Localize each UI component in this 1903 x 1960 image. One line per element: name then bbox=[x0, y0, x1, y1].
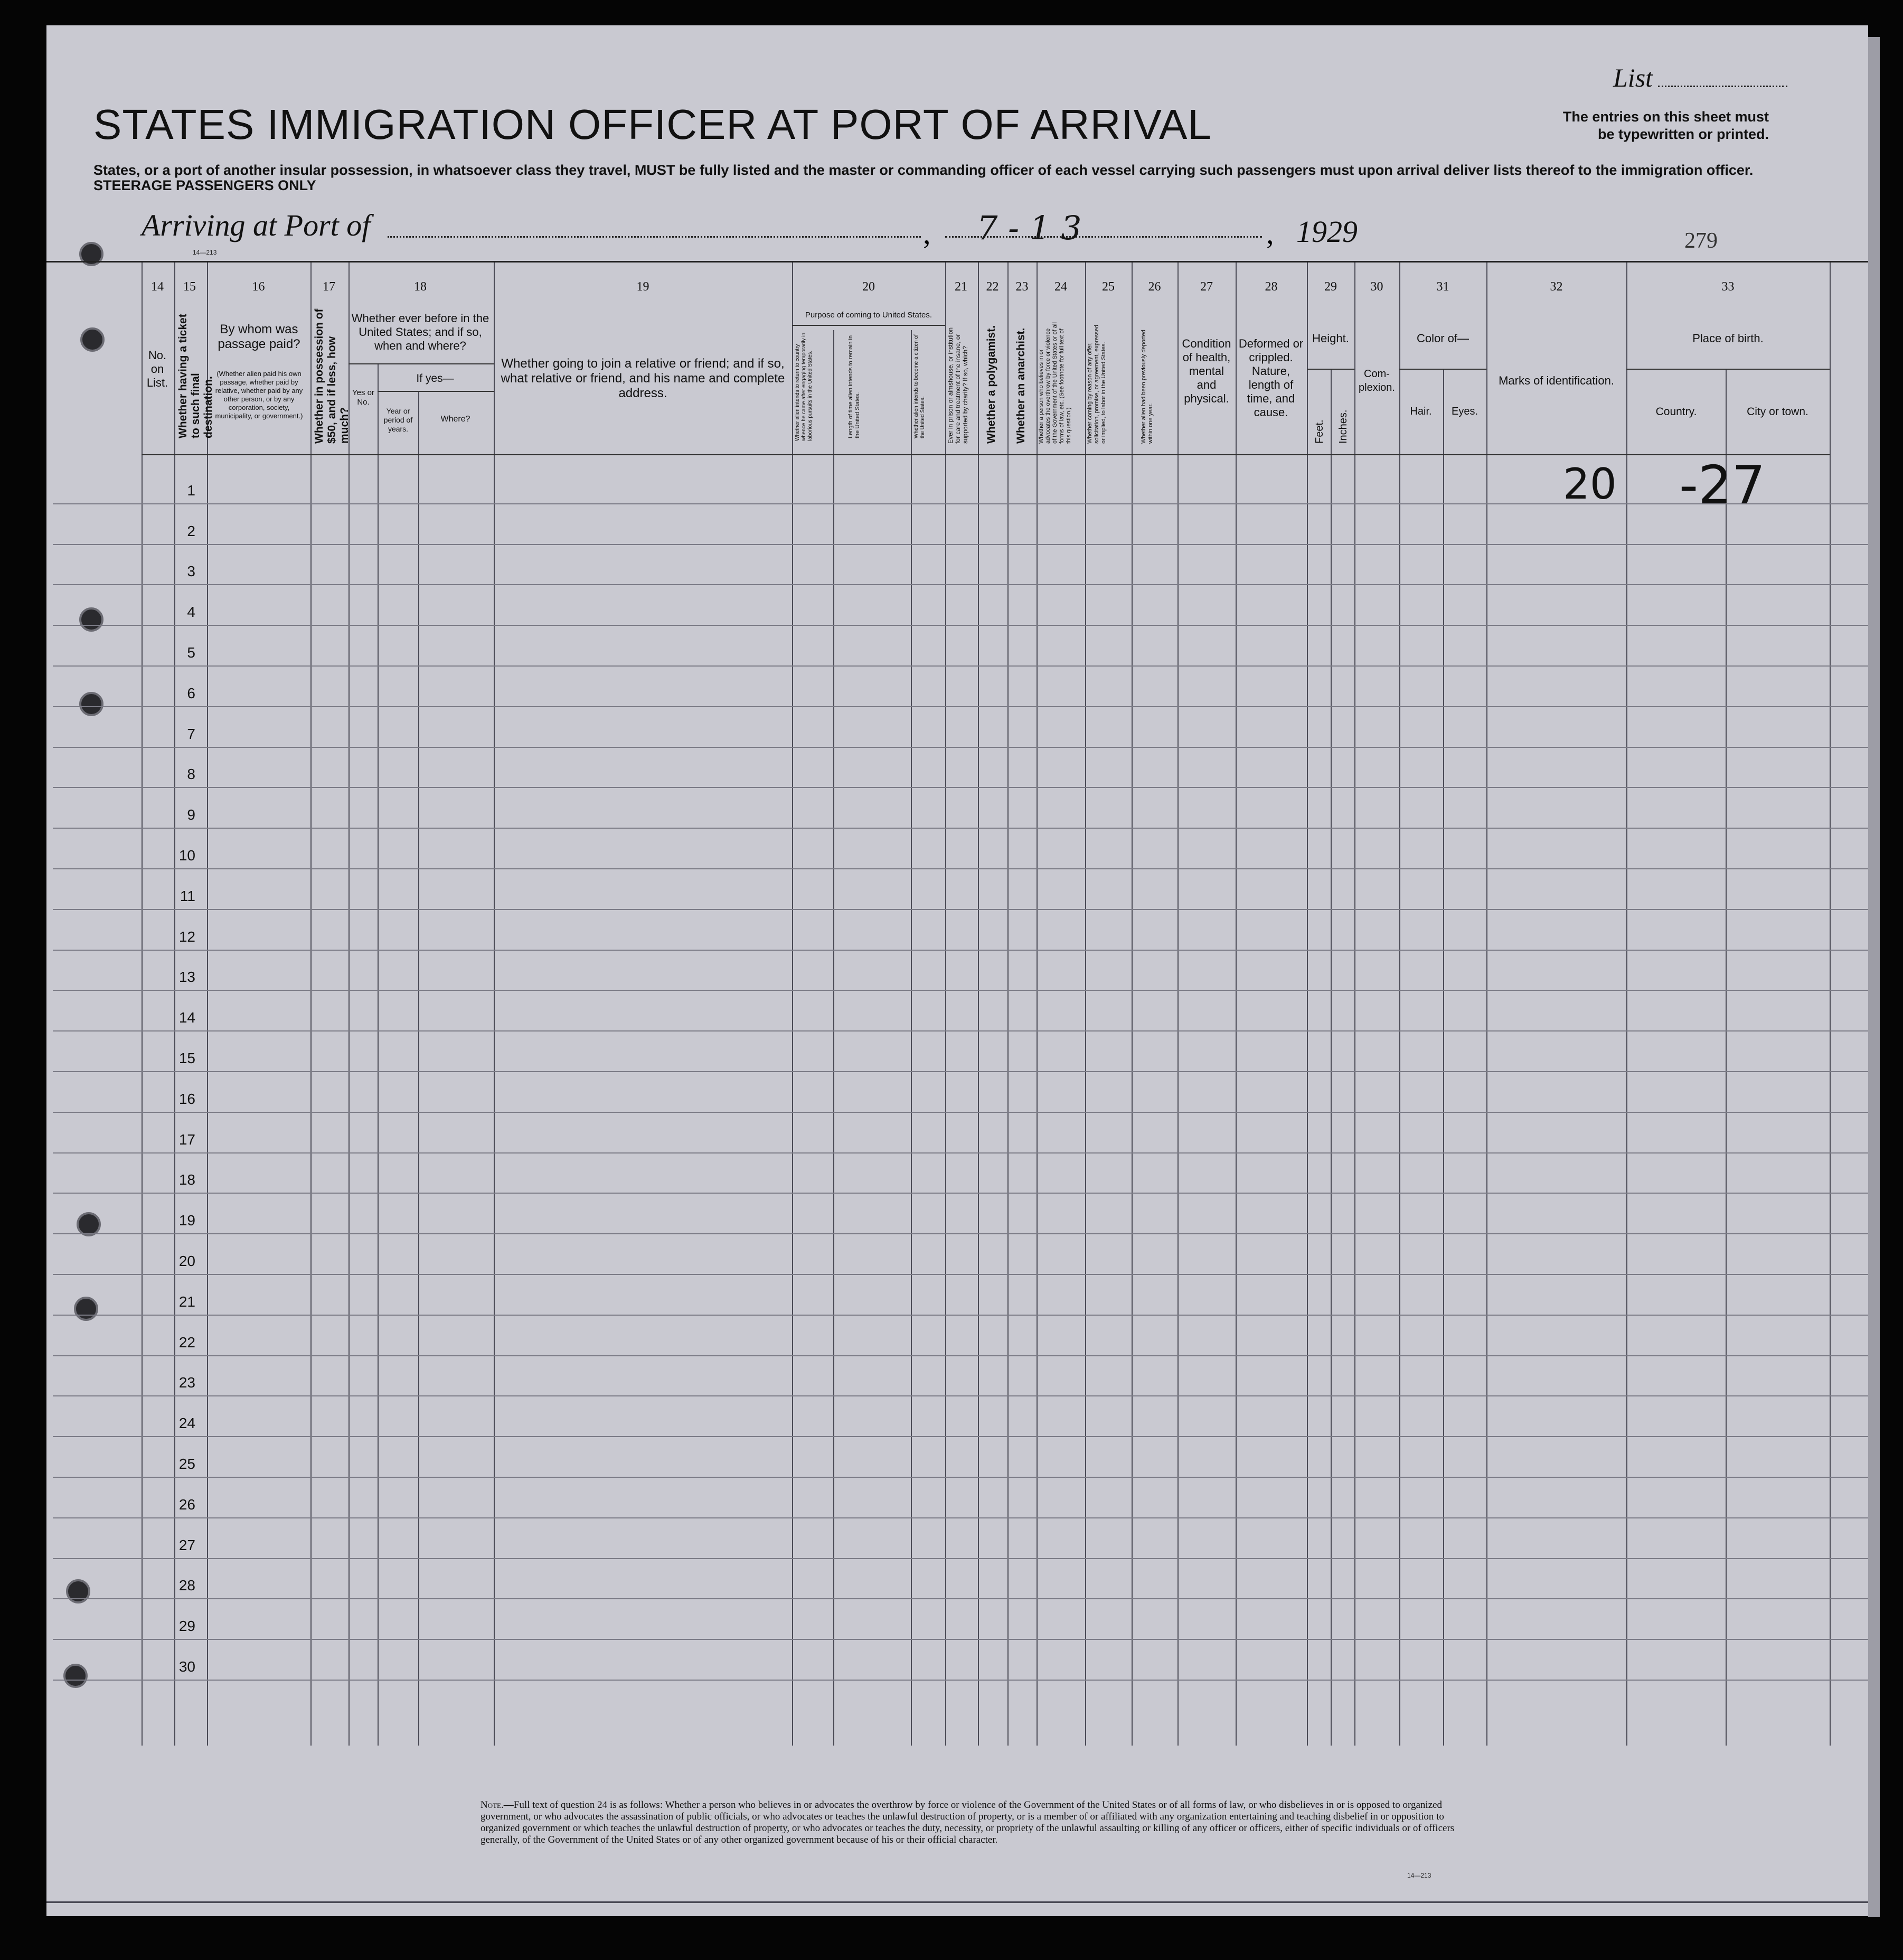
binder-hole bbox=[63, 1664, 88, 1688]
row-rule bbox=[53, 1152, 1868, 1154]
row-rule bbox=[53, 1680, 1868, 1681]
binder-hole bbox=[80, 327, 105, 352]
row-rule bbox=[53, 787, 1868, 788]
col-14-header: No. on List. bbox=[146, 349, 168, 389]
binder-hole bbox=[66, 1579, 90, 1603]
subcolumn-divider bbox=[1331, 370, 1332, 1746]
row-number: 21 bbox=[178, 1293, 195, 1310]
column-divider bbox=[1307, 262, 1308, 1746]
row-rule bbox=[53, 1639, 1868, 1640]
handwritten-date: 7 - 1 3 bbox=[977, 209, 1082, 247]
subcolumn-divider bbox=[378, 364, 379, 1746]
row-number: 17 bbox=[178, 1131, 195, 1148]
col-17-header: Whether in possession of $50, and if less, how much? bbox=[313, 308, 351, 444]
col-18-if-yes: If yes— bbox=[416, 372, 454, 385]
col-29-inches: Inches. bbox=[1337, 409, 1349, 444]
column-divider bbox=[207, 262, 208, 1746]
row-number: 4 bbox=[187, 604, 195, 621]
col-15-num: 15 bbox=[183, 280, 196, 294]
column-divider bbox=[348, 262, 350, 1746]
column-divider bbox=[310, 262, 312, 1746]
arriving-label: Arriving at Port of bbox=[142, 208, 371, 242]
row-rule bbox=[53, 1477, 1868, 1478]
row-number: 16 bbox=[178, 1090, 195, 1107]
col-27-header: Condition of health, mental and physical. bbox=[1182, 337, 1231, 405]
row-rule bbox=[53, 1517, 1868, 1518]
column-divider bbox=[792, 262, 793, 1746]
subcolumn-divider bbox=[1443, 370, 1444, 1746]
footnote-form-code: 14—213 bbox=[1407, 1872, 1431, 1879]
col-21-num: 21 bbox=[955, 280, 967, 294]
header-subrule bbox=[1399, 369, 1486, 370]
col-25-header: Whether coming by reason of any offer, solicitation, promise, or agreement, expressed or implied, to labor in the United States. bbox=[1087, 325, 1107, 444]
col-17-num: 17 bbox=[323, 280, 335, 294]
row-number: 25 bbox=[178, 1456, 195, 1472]
row-number: 9 bbox=[187, 806, 195, 823]
row-rule bbox=[53, 1030, 1868, 1031]
row-rule bbox=[53, 990, 1868, 991]
binder-hole bbox=[79, 242, 103, 266]
binder-hole bbox=[79, 692, 103, 716]
column-divider bbox=[494, 262, 495, 1746]
header-subrule bbox=[792, 325, 945, 326]
table-bottom-rule bbox=[46, 1901, 1868, 1903]
col-18-num: 18 bbox=[414, 280, 427, 294]
row-rule bbox=[53, 1598, 1868, 1599]
row-rule bbox=[53, 1558, 1868, 1559]
footnote bbox=[481, 1799, 1473, 1846]
row-number: 7 bbox=[187, 725, 195, 742]
col-30-header: Com-plexion. bbox=[1359, 368, 1395, 393]
row-rule bbox=[53, 1112, 1868, 1113]
row-number: 2 bbox=[187, 522, 195, 539]
col-20-num: 20 bbox=[862, 280, 875, 294]
col-20-header: Purpose of coming to United States. bbox=[805, 311, 932, 320]
year: 1929 bbox=[1296, 214, 1358, 249]
row-rule bbox=[53, 747, 1868, 748]
row-number: 15 bbox=[178, 1050, 195, 1066]
row-number: 6 bbox=[187, 684, 195, 701]
col-33-city: City or town. bbox=[1747, 406, 1808, 418]
instructions: States, or a port of another insular possession, in whatsoever class they travel, MUST be fully listed and the master or commanding officer of each vessel carrying such passengers must upon arrival deliver lists thereof to the immigration officer. bbox=[93, 162, 1754, 178]
col-18-header: Whether ever before in the United States; and if so, when and where? bbox=[351, 312, 489, 352]
column-divider bbox=[1486, 262, 1487, 1746]
header-subrule bbox=[1626, 369, 1830, 370]
row-rule bbox=[53, 1315, 1868, 1316]
row-rule bbox=[53, 544, 1868, 545]
column-divider bbox=[1132, 262, 1133, 1746]
list-number-field[interactable] bbox=[1658, 86, 1787, 87]
subcolumn-divider bbox=[911, 330, 912, 1746]
row-rule bbox=[53, 1355, 1868, 1356]
row-number: 5 bbox=[187, 644, 195, 661]
col-27-num: 27 bbox=[1200, 280, 1213, 294]
subcolumn-divider bbox=[1726, 370, 1727, 1746]
col-15-header: Whether having a ticket to such final destination. bbox=[177, 314, 214, 438]
row-number: 1 bbox=[187, 482, 195, 499]
steerage-label: STEERAGE PASSENGERS ONLY bbox=[93, 177, 316, 193]
handwritten-note-right: -27 bbox=[1679, 454, 1766, 516]
col-28-header: Deformed or crippled. Nature, length of time, and cause. bbox=[1238, 337, 1304, 419]
row-number: 24 bbox=[178, 1415, 195, 1432]
row-number: 11 bbox=[180, 887, 195, 904]
col-33-header: Place of birth. bbox=[1692, 332, 1764, 345]
col-20-return: Whether alien intends to return to country whence he came after engaging temporarily in laborious pursuits in the United States. bbox=[795, 332, 813, 441]
row-rule bbox=[53, 1395, 1868, 1396]
col-16-header: By whom was passage paid? bbox=[218, 322, 300, 351]
col-16-note: (Whether alien paid his own passage, whether paid by relative, whether paid by any other person, or by any corporation, society, municipality, or government.) bbox=[215, 370, 303, 420]
handwritten-note-left: 20 bbox=[1563, 459, 1617, 509]
col-23-num: 23 bbox=[1015, 280, 1029, 294]
table-top-rule bbox=[46, 261, 1868, 262]
page-title: STATES IMMIGRATION OFFICER AT PORT OF ARRIVAL bbox=[93, 101, 1212, 148]
comma: , bbox=[923, 216, 931, 250]
column-divider bbox=[1399, 262, 1400, 1746]
row-rule bbox=[53, 1436, 1868, 1437]
header-bottom-rule bbox=[142, 454, 1830, 455]
col-19-num: 19 bbox=[636, 280, 649, 294]
subcolumn-divider bbox=[418, 391, 419, 1746]
col-29-num: 29 bbox=[1324, 280, 1337, 294]
page-number: 279 bbox=[1684, 229, 1718, 253]
row-rule bbox=[53, 625, 1868, 626]
row-number: 12 bbox=[178, 928, 195, 945]
binder-hole bbox=[77, 1212, 101, 1236]
comma: , bbox=[1266, 216, 1274, 250]
row-rule bbox=[53, 950, 1868, 951]
row-number: 28 bbox=[178, 1577, 195, 1594]
row-rule bbox=[53, 584, 1868, 585]
col-18-yes-no: Yes or No. bbox=[352, 388, 374, 407]
col-23-header: Whether an anarchist. bbox=[1015, 327, 1027, 444]
col-22-header: Whether a polygamist. bbox=[985, 325, 997, 444]
col-25-num: 25 bbox=[1102, 280, 1115, 294]
row-number: 20 bbox=[178, 1253, 195, 1269]
footnote-text: —Full text of question 24 is as follows: Whether a person who believes in or advocates the overthrow by force or violence of the Government of the United States or of all forms of law, or who disbelieves in or is opposed to organized government, or who advocates the assassination of public officials, or who advocates or teaches the unlawful destruction of property, or is a member of or affiliated with any organization entertaining and teaching disbelief in or opposition to organized government or which teaches the unlawful destruction of property, or who advocates or teaches the duty, necessity, or propriety of the unlawful assaulting or killing of any officer or officers, either of specific individuals or of officers generally, of the Government of the United States or of any other organized government because of his or their official character. bbox=[481, 1799, 1455, 1845]
row-number: 10 bbox=[178, 847, 195, 864]
header-subrule bbox=[1307, 369, 1354, 370]
sheet-edge bbox=[1868, 37, 1880, 1917]
col-18-where: Where? bbox=[440, 415, 470, 424]
row-number: 3 bbox=[187, 563, 195, 580]
binder-hole bbox=[79, 607, 103, 632]
row-rule bbox=[53, 1071, 1868, 1072]
row-number: 30 bbox=[178, 1658, 195, 1675]
row-number: 19 bbox=[178, 1212, 195, 1229]
col-26-header: Whether alien had been previously deported within one year. bbox=[1141, 330, 1154, 444]
column-divider bbox=[1236, 262, 1237, 1746]
row-number: 29 bbox=[178, 1618, 195, 1635]
row-number: 14 bbox=[178, 1009, 195, 1026]
column-divider bbox=[1830, 262, 1831, 1746]
row-rule bbox=[53, 706, 1868, 707]
row-number: 18 bbox=[178, 1171, 195, 1188]
col-31-eyes: Eyes. bbox=[1451, 406, 1478, 417]
row-number: 27 bbox=[178, 1536, 195, 1553]
row-number: 22 bbox=[178, 1334, 195, 1351]
col-31-hair: Hair. bbox=[1410, 406, 1432, 417]
column-divider bbox=[1085, 262, 1086, 1746]
row-rule bbox=[53, 1233, 1868, 1234]
col-14-num: 14 bbox=[151, 280, 164, 294]
col-29-header: Height. bbox=[1312, 332, 1349, 345]
column-divider bbox=[1007, 262, 1009, 1746]
column-divider bbox=[978, 262, 979, 1746]
column-divider bbox=[1626, 262, 1627, 1746]
entries-note: The entries on this sheet must be typewritten or printed. bbox=[1562, 109, 1769, 142]
header-subrule bbox=[348, 363, 494, 364]
header-subrule bbox=[378, 391, 494, 392]
col-26-num: 26 bbox=[1148, 280, 1161, 294]
row-number: 26 bbox=[178, 1496, 195, 1513]
col-33-num: 33 bbox=[1721, 280, 1735, 294]
column-divider bbox=[1177, 262, 1179, 1746]
col-29-feet: Feet. bbox=[1314, 419, 1325, 444]
col-22-num: 22 bbox=[986, 280, 999, 294]
form-code: 14—213 bbox=[193, 249, 217, 256]
footnote-lead: Note. bbox=[481, 1799, 504, 1811]
col-21-header: Ever in prison or almshouse, or institution for care and treatment of the insane, or supported by charity? If so, which? bbox=[947, 327, 969, 444]
subcolumn-divider bbox=[833, 330, 834, 1746]
column-divider bbox=[945, 262, 946, 1746]
col-20-citizen: Whether alien intends to become a citizen of the United States. bbox=[913, 334, 926, 438]
row-rule bbox=[53, 1274, 1868, 1275]
col-18-year: Year or period of years. bbox=[383, 407, 413, 433]
col-33-country: Country. bbox=[1655, 406, 1697, 418]
col-31-num: 31 bbox=[1436, 280, 1449, 294]
column-divider bbox=[1354, 262, 1355, 1746]
col-30-num: 30 bbox=[1370, 280, 1383, 294]
col-31-header: Color of— bbox=[1416, 332, 1469, 345]
column-divider bbox=[1037, 262, 1038, 1746]
list-label: List bbox=[1613, 63, 1653, 92]
col-32-num: 32 bbox=[1550, 280, 1563, 294]
col-19-header: Whether going to join a relative or friend; and if so, what relative or friend, and his name and complete address. bbox=[501, 357, 785, 400]
col-20-length: Length of time alien intends to remain in the United States. bbox=[847, 335, 861, 438]
col-32-header: Marks of identification. bbox=[1499, 374, 1614, 387]
row-number: 23 bbox=[178, 1374, 195, 1391]
col-16-num: 16 bbox=[252, 280, 265, 294]
col-28-num: 28 bbox=[1265, 280, 1278, 294]
binder-hole bbox=[74, 1297, 98, 1321]
row-rule bbox=[53, 828, 1868, 829]
row-rule bbox=[53, 868, 1868, 869]
row-rule bbox=[53, 909, 1868, 910]
row-rule bbox=[53, 665, 1868, 667]
row-rule bbox=[53, 1193, 1868, 1194]
port-field[interactable] bbox=[388, 236, 921, 238]
row-number: 8 bbox=[187, 766, 195, 783]
col-24-num: 24 bbox=[1054, 280, 1067, 294]
col-24-header: Whether a person who believes in or advocates the overthrow by force or violence of the Government of the United States or of all forms of law, etc. (See footnote for full text of this question.) bbox=[1038, 322, 1072, 444]
row-number: 13 bbox=[178, 969, 195, 986]
